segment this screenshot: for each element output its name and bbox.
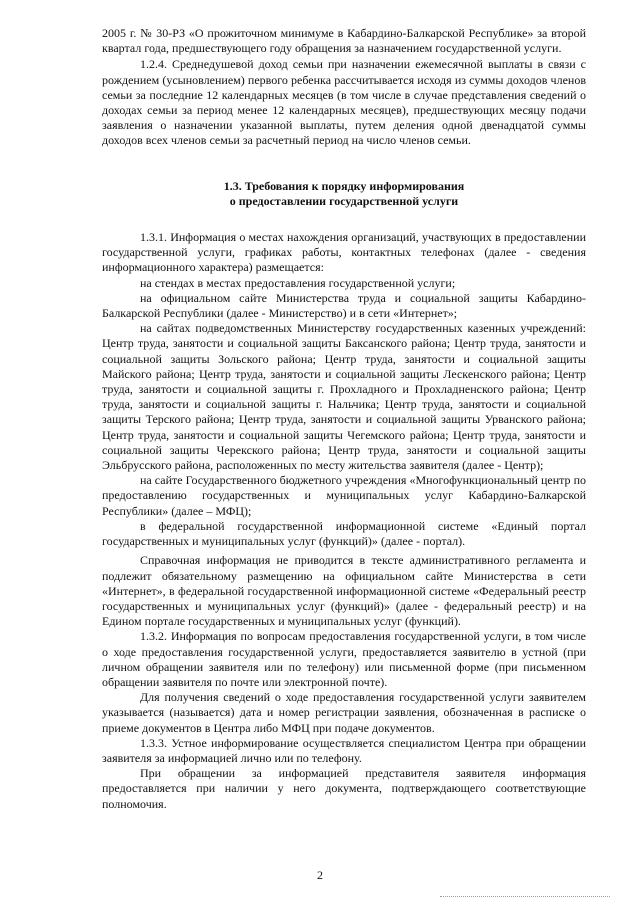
page-number: 2 — [317, 868, 323, 882]
intro-paragraph: 2005 г. № 30-РЗ «О прожиточном минимуме в Кабардино-Балкарской Республике» за второй квартал года, предшествующего году обращения за назначением государственной услуги. — [102, 26, 586, 56]
list-item-ministry-site: на официальном сайте Министерства труда и социальной защиты Кабардино-Балкарской Республики (далее - Министерство) и в сети «Интернет»; — [102, 290, 586, 321]
paragraph-reference-info: Справочная информация не приводится в тексте административного регламента и подлежит обязательному размещению на официальном сайте Министерства в сети «Интернет», в федеральной государственной информационной системе «Федеральный реестр государственных и муниципальных услуг (функций)» (далее - федеральный реестр) и на Едином портале государственных и муниципальных услуг (функций). — [102, 553, 586, 629]
list-item-stands: на стендах в местах предоставления государственной услуги; — [140, 275, 456, 290]
paragraph-1-2-4: 1.2.4. Среднедушевой доход семьи при назначении ежемесячной выплаты в связи с рождением (усыновлением) первого ребенка рассчитывается исходя из суммы доходов членов семьи за последние 12 календарных месяцев (в том числе в случае представления сведений о доходах семьи за период менее 12 календарных месяцев), предшествующих месяцу подачи заявления о назначении указанной выплаты, путем деления одной двенадцатой суммы доходов всех членов семьи за расчетный период на число членов семьи. — [102, 57, 586, 148]
document-page — [102, 26, 586, 812]
paragraph-1-3-3: 1.3.3. Устное информирование осуществляется специалистом Центра при обращении заявителя за информацией лично или по телефону. — [102, 735, 586, 765]
list-item-mfc: на сайте Государственного бюджетного учреждения «Многофункциональный центр по предоставлению государственных и муниципальных услуг Кабардино-Балкарской Республики» (далее – МФЦ); — [102, 473, 586, 518]
section-heading — [102, 179, 586, 209]
list-item-portal: в федеральной государственной информационной системе «Единый портал государственных и муниципальных услуг (функций)» (далее - портал). — [102, 518, 586, 549]
section-heading-line-2: о предоставлении государственной услуги — [229, 193, 459, 208]
paragraph-1-3-1: 1.3.1. Информация о местах нахождения организаций, участвующих в предоставлении государственной услуги, графиках работы, контактных телефонах (далее - сведения информационного характера) размещается: — [102, 230, 586, 275]
list-item-centers: на сайтах подведомственных Министерству государственных казенных учреждений: Центр труда, занятости и социальной защиты Баксанского района; Центр труда, занятости и социальной защиты Зольского района; Центр труда, занятости и социальной защиты Майского района; Центр труда, занятости и социальной защиты Лескенского района; Центр труда, занятости и социальной защиты г. Прохладного и Прохладненского района; Центр труда, занятости и социальной защиты г. Нальчика; Центр труда, занятости и социальной защиты Терского района; Центр труда, занятости и социальной защиты Урванского района; Центр труда, занятости и социальной защиты Чегемского района; Центр труда, занятости и социальной защиты Черекского района; Центр труда, занятости и социальной защиты Эльбрусского района, расположенных по месту жительства заявителя (далее - Центр); — [102, 321, 586, 473]
paragraph-progress-info: Для получения сведений о ходе предоставления государственной услуги заявителем указывается (называется) дата и номер регистрации заявления, обозначенная в расписке о приеме документов в Центра либо МФЦ при подаче документов. — [102, 690, 586, 735]
paragraph-1-3-2: 1.3.2. Информация по вопросам предоставления государственной услуги, в том числе о ходе предоставления государственной услуги, предоставляется заявителю в устной (при личном обращении заявителя или по телефону) или письменной форме (при письменном обращении заявителя по почте или электронной почте). — [102, 629, 586, 689]
section-heading-line-1: 1.3. Требования к порядку информирования — [223, 178, 465, 193]
paragraph-representative: При обращении за информацией представителя заявителя информация предоставляется при наличии у него документа, подтверждающего соответствующие полномочия. — [102, 766, 586, 811]
footer-dotted-rule — [440, 896, 610, 897]
